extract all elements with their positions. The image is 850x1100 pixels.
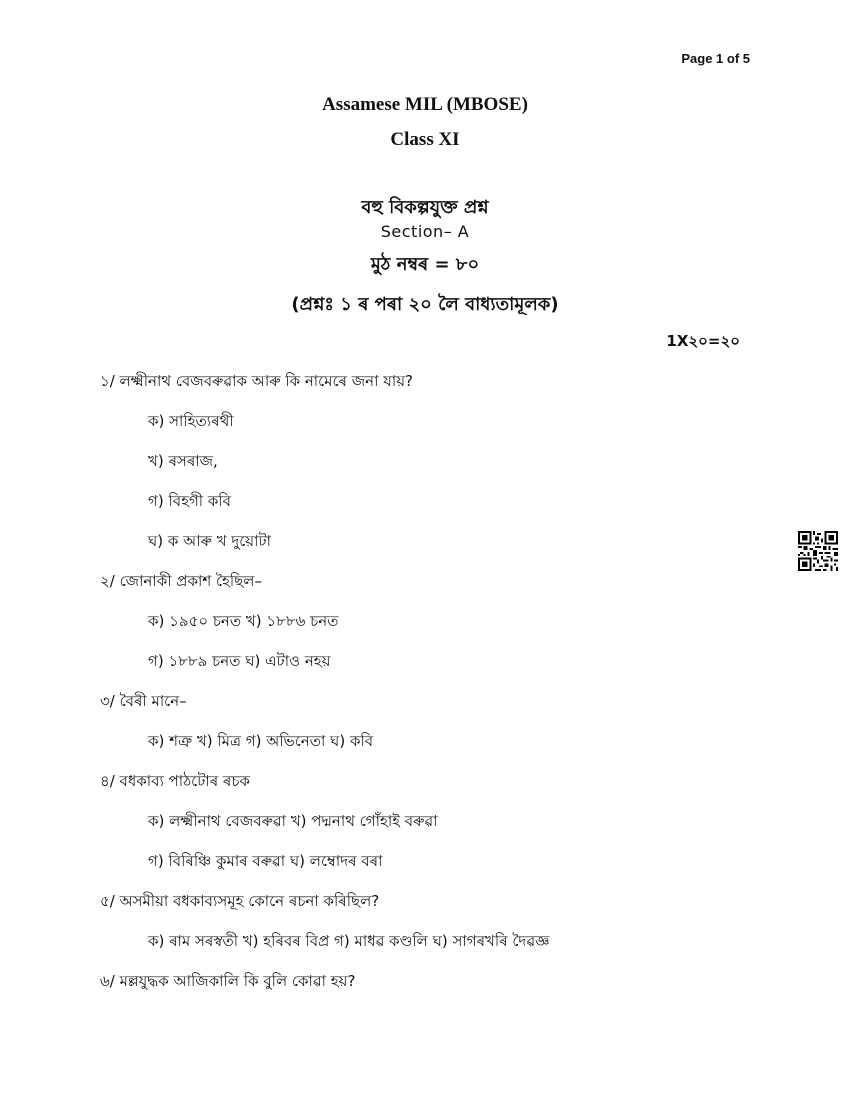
question-4-options-line-1: ক) লক্ষ্মীনাথ বেজবৰুৱা খ) পদ্মনাথ গোঁহাই বৰুৱা xyxy=(148,812,438,830)
question-5-options-line-1: ক) ৰাম সৰস্বতী খ) হৰিবৰ বিপ্ৰ গ) মাধৱ কণ্ডলি ঘ) সাগৰখৰি দৈৱজ্ঞ xyxy=(148,932,550,950)
question-1: ১/ লক্ষ্মীনাথ বেজবৰুৱাক আৰু কি নামেৰে জনা যায়? xyxy=(100,372,414,390)
qr-code-icon xyxy=(798,531,838,571)
question-3-options-line-1: ক) শত্ৰু খ) মিত্ৰ গ) অভিনেতা ঘ) কবি xyxy=(148,732,374,750)
question-1-option-b: খ) ৰসৰাজ, xyxy=(148,452,218,470)
total-marks: মুঠ নম্বৰ = ৮০ xyxy=(370,254,480,275)
class-title: Class XI xyxy=(390,129,460,150)
question-1-option-d: ঘ) ক আৰু খ দুয়োটা xyxy=(148,532,271,550)
subject-title: Assamese MIL (MBOSE) xyxy=(322,94,528,115)
section-title: বহু বিকল্পযুক্ত প্ৰশ্ন xyxy=(361,197,489,218)
question-4: ৪/ বধকাব্য পাঠটোৰ ৰচক xyxy=(100,772,250,790)
question-2: ২/ জোনাকী প্ৰকাশ হৈছিল– xyxy=(100,572,262,590)
question-2-options-line-2: গ) ১৮৮৯ চনত ঘ) এটাও নহয় xyxy=(148,652,331,670)
question-3: ৩/ বৈৰী মানে– xyxy=(100,692,187,710)
marks-scheme: 1X২০=২০ xyxy=(666,332,740,350)
page-number: Page 1 of 5 xyxy=(681,51,750,66)
question-4-options-line-2: গ) বিৰিঞ্চি কুমাৰ বৰুৱা ঘ) লম্বোদৰ বৰা xyxy=(148,852,383,870)
question-6: ৬/ মল্লযুদ্ধক আজিকালি কি বুলি কোৱা হয়? xyxy=(100,972,356,990)
question-2-options-line-1: ক) ১৯৫০ চনত খ) ১৮৮৬ চনত xyxy=(148,612,339,630)
instruction: (প্ৰশ্নঃ ১ ৰ পৰা ২০ লৈ বাধ্যতামূলক) xyxy=(291,294,559,315)
question-5: ৫/ অসমীয়া বধকাব্যসমূহ কোনে ৰচনা কৰিছিল? xyxy=(100,892,380,910)
question-1-option-c: গ) বিহগী কবি xyxy=(148,492,231,510)
question-1-option-a: ক) সাহিত্যৰথী xyxy=(148,412,234,430)
section-label: Section– A xyxy=(380,222,470,241)
